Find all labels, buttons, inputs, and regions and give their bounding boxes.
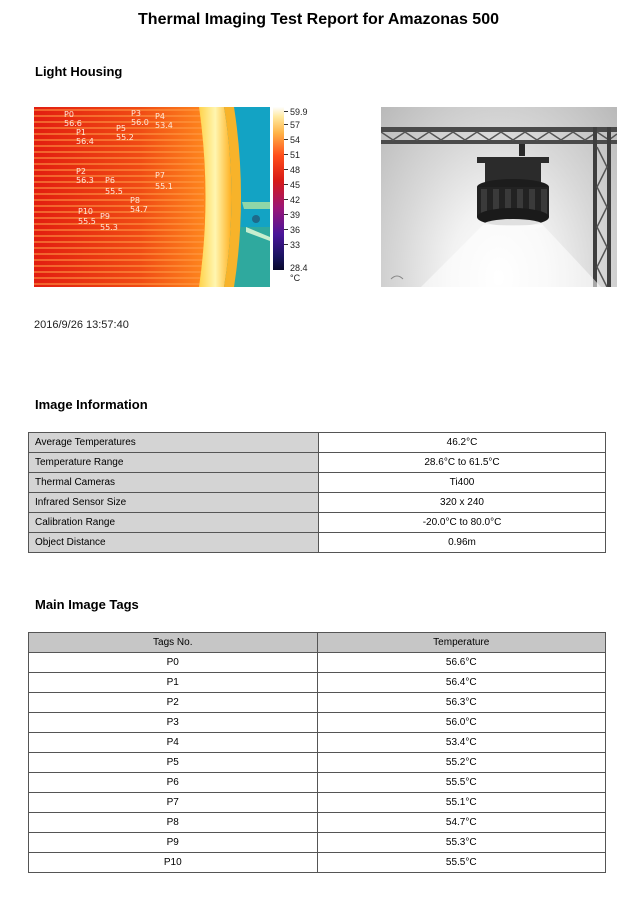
temperature-cell: 56.0°C <box>317 713 606 733</box>
info-label: Thermal Cameras <box>29 473 319 493</box>
table-row <box>29 493 606 513</box>
table-header-row <box>29 633 606 653</box>
thermal-tag-p5: P5 <box>116 124 126 133</box>
tag-cell: P3 <box>29 713 318 733</box>
info-value: 28.6°C to 61.5°C <box>319 453 606 473</box>
thermal-image <box>34 107 270 287</box>
thermal-tag-p3-temp: 56.0 <box>131 118 149 127</box>
thermal-image-graphic <box>34 107 270 287</box>
thermal-scale-labels <box>284 107 324 287</box>
thermal-tag-p9: P9 <box>100 212 110 221</box>
tag-cell: P6 <box>29 773 318 793</box>
temperature-cell: 55.1°C <box>317 793 606 813</box>
temperature-cell: 55.2°C <box>317 753 606 773</box>
temperature-cell: 56.3°C <box>317 693 606 713</box>
temperature-cell: 56.6°C <box>317 653 606 673</box>
thermal-tag-p10-temp: 55.5 <box>78 217 96 226</box>
tag-cell: P10 <box>29 853 318 873</box>
scale-tick <box>284 214 288 215</box>
table-row <box>29 433 606 453</box>
info-value: 320 x 240 <box>319 493 606 513</box>
scale-tick <box>284 169 288 170</box>
scale-tick-label: 48 <box>290 165 301 175</box>
info-label: Average Temperatures <box>29 433 319 453</box>
info-value: -20.0°C to 80.0°C <box>319 513 606 533</box>
thermal-tag-p4: P4 <box>155 112 165 121</box>
info-label: Infrared Sensor Size <box>29 493 319 513</box>
image-information-table <box>28 432 606 553</box>
main-image-tags-heading: Main Image Tags <box>35 597 139 612</box>
table-row <box>29 713 606 733</box>
temperature-cell: 55.5°C <box>317 773 606 793</box>
thermal-tag-p7-temp: 55.1 <box>155 182 173 191</box>
temperature-cell: 53.4°C <box>317 733 606 753</box>
tag-cell: P8 <box>29 813 318 833</box>
tag-cell: P4 <box>29 733 318 753</box>
scale-tick-label: 57 <box>290 120 301 130</box>
table-row <box>29 753 606 773</box>
info-label: Object Distance <box>29 533 319 553</box>
scale-tick <box>284 111 288 112</box>
info-value: Ti400 <box>319 473 606 493</box>
thermal-tag-p8-temp: 54.7 <box>130 205 148 214</box>
report-title: Thermal Imaging Test Report for Amazonas 500 <box>138 11 499 28</box>
scale-tick <box>284 124 288 125</box>
tag-cell: P5 <box>29 753 318 773</box>
scale-tick-label: 42 <box>290 195 301 205</box>
light-housing-heading: Light Housing <box>35 64 123 79</box>
table-row <box>29 653 606 673</box>
photo-graphic <box>381 107 617 287</box>
info-value: 0.96m <box>319 533 606 553</box>
scale-tick-label: 39 <box>290 210 301 220</box>
scale-min-label: 28.4 <box>290 263 308 273</box>
thermal-tag-p2-temp: 56.3 <box>76 176 94 185</box>
table-row <box>29 693 606 713</box>
scale-tick-label: 51 <box>290 150 301 160</box>
tag-cell: P1 <box>29 673 318 693</box>
tag-cell: P0 <box>29 653 318 673</box>
column-header: Temperature <box>317 633 606 653</box>
temperature-cell: 54.7°C <box>317 813 606 833</box>
tag-cell: P2 <box>29 693 318 713</box>
temperature-cell: 56.4°C <box>317 673 606 693</box>
table-row <box>29 773 606 793</box>
scale-tick-label: 36 <box>290 225 301 235</box>
table-row <box>29 473 606 493</box>
table-row <box>29 673 606 693</box>
thermal-tag-p3: P3 <box>131 109 141 118</box>
temperature-cell: 55.5°C <box>317 853 606 873</box>
main-image-tags-table <box>28 632 606 873</box>
table-row <box>29 813 606 833</box>
thermal-tag-p8: P8 <box>130 196 140 205</box>
table-row <box>29 733 606 753</box>
table-row <box>29 453 606 473</box>
scale-tick <box>284 244 288 245</box>
thermal-tag-p0-temp: 56.6 <box>64 119 82 128</box>
thermal-tag-p6-temp: 55.5 <box>105 187 123 196</box>
thermal-tag-p0: P0 <box>64 110 74 119</box>
scale-tick-label: 54 <box>290 135 301 145</box>
thermal-tag-p9-temp: 55.3 <box>100 223 118 232</box>
table-row <box>29 513 606 533</box>
image-information-heading: Image Information <box>35 397 148 412</box>
thermal-tag-p1: P1 <box>76 128 86 137</box>
scale-tick <box>284 139 288 140</box>
thermal-tag-p6: P6 <box>105 176 115 185</box>
table-row <box>29 833 606 853</box>
info-label: Calibration Range <box>29 513 319 533</box>
scale-unit-label: °C <box>290 273 301 283</box>
scale-tick <box>284 199 288 200</box>
tag-cell: P7 <box>29 793 318 813</box>
thermal-tag-p10: P10 <box>78 207 94 216</box>
thermal-tag-p5-temp: 55.2 <box>116 133 134 142</box>
table-row <box>29 533 606 553</box>
scale-tick <box>284 229 288 230</box>
thermal-tag-p2: P2 <box>76 167 86 176</box>
scale-tick-label: 33 <box>290 240 301 250</box>
scale-max-label: 59.9 <box>290 107 308 117</box>
capture-timestamp: 2016/9/26 13:57:40 <box>34 319 129 331</box>
visible-light-photo <box>381 107 617 287</box>
thermal-tag-p1-temp: 56.4 <box>76 137 94 146</box>
column-header: Tags No. <box>29 633 318 653</box>
table-row <box>29 853 606 873</box>
table-row <box>29 793 606 813</box>
scale-tick <box>284 184 288 185</box>
thermal-tag-p7: P7 <box>155 171 165 180</box>
tag-cell: P9 <box>29 833 318 853</box>
thermal-color-scale <box>273 107 284 270</box>
thermal-tag-p4-temp: 53.4 <box>155 121 173 130</box>
info-value: 46.2°C <box>319 433 606 453</box>
temperature-cell: 55.3°C <box>317 833 606 853</box>
scale-tick <box>284 154 288 155</box>
info-label: Temperature Range <box>29 453 319 473</box>
scale-tick-label: 45 <box>290 180 301 190</box>
